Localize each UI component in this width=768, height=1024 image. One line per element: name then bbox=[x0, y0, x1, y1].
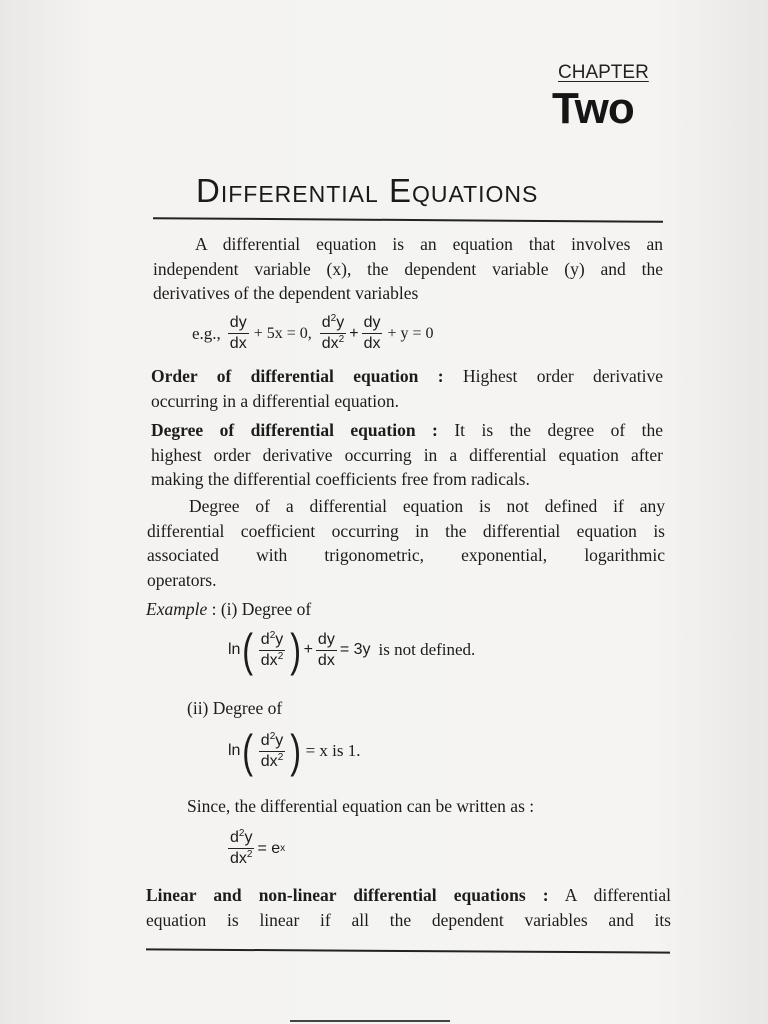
footer-rule bbox=[146, 948, 670, 953]
definition-line bbox=[151, 364, 663, 389]
degree-definition bbox=[151, 418, 663, 492]
fraction bbox=[316, 630, 337, 671]
superscript: 2 bbox=[277, 751, 284, 763]
right-paren: ) bbox=[290, 624, 302, 676]
d-symbol: d bbox=[260, 731, 270, 749]
fraction-denominator bbox=[259, 651, 285, 671]
variable: dx bbox=[260, 651, 278, 669]
since-text: Since, the differential equation can be written as : bbox=[187, 796, 535, 816]
intro-line: A differential equation is an equation that involves an bbox=[195, 234, 663, 254]
note-line: operators. bbox=[147, 569, 217, 590]
superscript: 2 bbox=[246, 849, 253, 860]
intro-line: derivatives of the dependent variables bbox=[153, 283, 419, 303]
fraction bbox=[320, 313, 346, 354]
ln-function: ln bbox=[228, 742, 241, 759]
definition-line: equation is linear if all the dependent variables and its bbox=[146, 909, 671, 930]
equation-note: is not defined. bbox=[378, 640, 476, 659]
intro-paragraph bbox=[153, 232, 663, 306]
order-definition bbox=[151, 364, 663, 413]
example-part-two-text: (ii) Degree of bbox=[187, 698, 283, 718]
fraction-denominator: dx bbox=[317, 651, 335, 669]
equation-text: = x is 1. bbox=[305, 741, 361, 760]
definition-line: making the differential coefficients free from radicals. bbox=[151, 469, 530, 489]
definition-text: It is the degree of the bbox=[454, 420, 663, 440]
superscript: 2 bbox=[277, 650, 284, 662]
d-symbol: d bbox=[260, 630, 270, 648]
variable: y bbox=[275, 731, 284, 749]
d-symbol: d bbox=[230, 829, 239, 846]
variable: dx bbox=[230, 850, 247, 867]
superscript: 2 bbox=[330, 313, 337, 324]
fraction-numerator bbox=[259, 630, 285, 651]
example-equation-three: $\frac{d^2y}{dx^2}$ = e x bbox=[230, 828, 286, 867]
definition-term: Linear and non-linear differential equations : bbox=[146, 885, 549, 905]
chapter-number: Two bbox=[552, 84, 634, 133]
example-part-two bbox=[187, 696, 282, 721]
fraction bbox=[259, 630, 285, 671]
fraction-numerator bbox=[259, 731, 285, 752]
fraction-numerator bbox=[228, 828, 254, 849]
fraction bbox=[228, 313, 249, 354]
eg-prefix: e.g., bbox=[192, 323, 221, 343]
fraction-denominator: dx bbox=[363, 335, 381, 352]
linear-definition bbox=[146, 883, 671, 932]
d-symbol: d bbox=[321, 314, 331, 331]
definition-line: highest order derivative occurring in a differential equation after bbox=[151, 444, 663, 465]
superscript: 2 bbox=[338, 334, 345, 345]
note-line: associated with trigonometric, exponential, logarithmic bbox=[147, 545, 665, 565]
page-edge-mark bbox=[290, 1020, 450, 1022]
superscript: 2 bbox=[238, 828, 245, 839]
equation-text: = 3y bbox=[339, 641, 371, 658]
example-heading bbox=[146, 597, 311, 622]
fraction-denominator bbox=[259, 752, 285, 772]
example-equation-two bbox=[228, 725, 361, 777]
note-line: differential coefficient occurring in the differential equation is bbox=[147, 520, 665, 541]
chapter-label: CHAPTER bbox=[558, 62, 649, 83]
note-line: Degree of a differential equation is not defined if any bbox=[189, 496, 665, 516]
chapter-title: Differential Equations bbox=[196, 172, 539, 209]
equation-text: + y = 0 bbox=[387, 324, 434, 342]
variable: dx bbox=[321, 335, 339, 352]
fraction-denominator: dx bbox=[229, 335, 247, 352]
fraction bbox=[228, 828, 254, 869]
right-paren: ) bbox=[290, 725, 302, 777]
fraction-denominator bbox=[320, 334, 346, 354]
fraction bbox=[362, 313, 383, 354]
definition-term: Order of differential equation : bbox=[151, 366, 444, 386]
left-paren: ( bbox=[242, 624, 254, 676]
variable: dx bbox=[260, 752, 278, 770]
definition-line bbox=[151, 418, 663, 443]
left-paren: ( bbox=[242, 725, 254, 777]
superscript: 2 bbox=[269, 629, 276, 641]
definition-text: Highest order derivative bbox=[462, 366, 663, 386]
example-colon: : bbox=[211, 599, 217, 619]
definition-line: occurring in a differential equation. bbox=[151, 390, 399, 411]
fraction bbox=[259, 731, 285, 772]
operator: + bbox=[303, 641, 313, 658]
intro-line: independent variable (x), the dependent variable (y) and the bbox=[153, 258, 663, 279]
fraction-numerator: dy bbox=[362, 313, 383, 334]
equation-text: = e bbox=[257, 839, 281, 857]
example-label: Example bbox=[146, 599, 208, 619]
fraction-denominator bbox=[228, 849, 254, 869]
example-equations bbox=[192, 313, 434, 354]
fraction-numerator: dy bbox=[228, 313, 249, 334]
variable: y bbox=[336, 314, 345, 331]
definition-term: Degree of differential equation : bbox=[151, 420, 438, 440]
title-rule bbox=[153, 217, 663, 223]
example-part-one: (i) Degree of bbox=[220, 599, 312, 619]
example-equation-one bbox=[228, 624, 476, 676]
equation-text: + 5x = 0, bbox=[253, 324, 312, 342]
degree-note-paragraph bbox=[147, 494, 665, 592]
since-line bbox=[187, 794, 534, 819]
operator: + bbox=[349, 324, 359, 342]
superscript: 2 bbox=[269, 730, 276, 742]
fraction-numerator bbox=[320, 313, 346, 334]
ln-function: ln bbox=[228, 641, 241, 658]
variable: y bbox=[244, 829, 253, 846]
variable: y bbox=[275, 630, 284, 648]
definition-line bbox=[146, 883, 671, 908]
definition-text: A differential bbox=[564, 885, 671, 905]
fraction-numerator: dy bbox=[316, 630, 337, 651]
